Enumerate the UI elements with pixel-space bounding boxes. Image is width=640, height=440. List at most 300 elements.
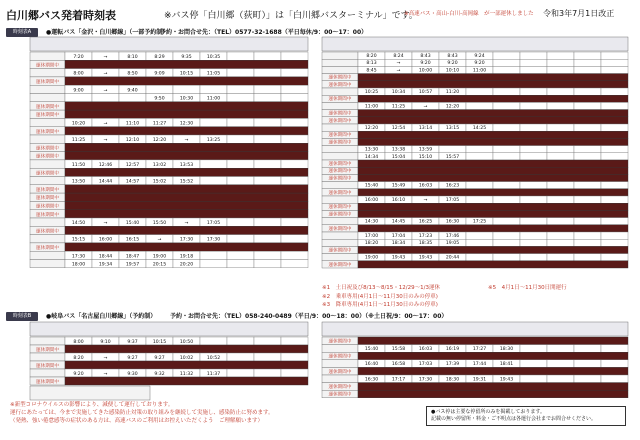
time-cell	[466, 102, 493, 109]
time-cell	[601, 146, 628, 153]
time-cell	[493, 239, 520, 246]
time-cell	[227, 251, 254, 259]
time-cell	[520, 66, 547, 73]
time-value: 16:25	[418, 219, 433, 225]
row-label: 運休期間中	[36, 204, 59, 210]
time-value: →	[103, 355, 108, 361]
time-value: 17:00	[364, 234, 379, 239]
row-label: 運休期間中	[36, 229, 59, 235]
time-cell	[520, 102, 547, 109]
time-value: 10:57	[418, 90, 433, 95]
time-cell	[254, 160, 281, 168]
suspended-row	[358, 131, 628, 138]
time-value: 15:52	[179, 179, 194, 185]
row-label-cell	[30, 94, 65, 102]
row-label-cell	[322, 360, 358, 368]
row-label-cell	[322, 146, 358, 153]
time-value: 9:10	[100, 339, 111, 345]
covid-notice-line-1: ※新型コロナウイルスの影響により、減便して運行しております。	[10, 402, 174, 408]
suspended-row	[65, 193, 308, 201]
time-value: 17:39	[445, 362, 460, 368]
time-value: 13:02	[152, 163, 167, 168]
time-cell	[254, 177, 281, 185]
time-cell	[520, 124, 547, 131]
time-value: 11:25	[391, 104, 406, 110]
legend-2: ※2 乗車専用(4月1日～11月30日のみの停車)	[322, 294, 438, 300]
time-value: 9:00	[73, 88, 84, 94]
row-label-cell	[322, 182, 358, 189]
suspended-row	[65, 110, 308, 118]
time-cell	[574, 52, 601, 59]
suspended-row	[65, 361, 308, 369]
time-value: 10:02	[179, 355, 194, 361]
time-value: 17:17	[391, 377, 406, 383]
row-label: 運休期間中	[36, 154, 59, 160]
time-cell	[281, 69, 308, 77]
time-cell	[227, 160, 254, 168]
time-cell	[520, 239, 547, 246]
time-value: 14:50	[71, 221, 86, 227]
row-label: 運休期間中	[328, 212, 352, 218]
time-cell	[574, 102, 601, 109]
time-cell	[520, 360, 547, 368]
time-cell	[281, 135, 308, 143]
time-value: 19:31	[472, 377, 487, 383]
time-cell	[227, 135, 254, 143]
row-label: 運休期間中	[36, 347, 59, 353]
time-cell	[601, 66, 628, 73]
time-cell	[547, 375, 574, 383]
time-cell	[493, 124, 520, 131]
time-value: 15:40	[364, 347, 379, 352]
suspended-row	[65, 60, 308, 68]
time-cell	[146, 85, 173, 93]
time-value: 15:02	[152, 179, 167, 185]
row-label: 運休期間中	[36, 104, 59, 110]
row-label: 運休期間中	[328, 82, 352, 88]
time-value: 18:35	[418, 241, 433, 247]
time-value: 14:34	[364, 154, 379, 160]
time-cell	[493, 88, 520, 95]
suspended-row	[65, 377, 308, 385]
time-cell	[520, 146, 547, 153]
suspended-row	[358, 337, 628, 345]
time-cell	[547, 59, 574, 66]
suspended-row	[65, 152, 308, 160]
time-value: 14:44	[98, 179, 113, 185]
time-value: 13:50	[71, 179, 86, 185]
time-value: →	[423, 198, 428, 203]
time-cell	[547, 102, 574, 109]
row-label-cell	[322, 52, 358, 59]
row-label-cell	[322, 239, 358, 246]
time-cell	[601, 345, 628, 353]
time-cell	[173, 85, 200, 93]
time-value: 11:37	[206, 371, 221, 377]
time-value: →	[103, 121, 108, 127]
legend-1: ※1 土日祝及び8/13～8/15・12/29～1/3運休	[322, 285, 441, 291]
time-cell	[574, 59, 601, 66]
time-cell	[547, 88, 574, 95]
time-cell	[281, 85, 308, 93]
time-cell	[547, 360, 574, 368]
time-value: 18:41	[499, 362, 514, 368]
time-value: 8:13	[366, 61, 377, 67]
time-cell	[574, 218, 601, 225]
time-value: 17:44	[472, 362, 487, 368]
time-cell	[601, 218, 628, 225]
row-label: 運休期間中	[328, 97, 352, 103]
time-value: 9:27	[154, 355, 165, 361]
row-label: 運休期間中	[36, 63, 59, 69]
time-cell	[547, 66, 574, 73]
time-value: 8:20	[73, 355, 84, 361]
time-value: 19:43	[391, 255, 406, 261]
time-cell	[520, 254, 547, 261]
time-value: 13:38	[391, 147, 406, 153]
time-cell	[65, 94, 92, 102]
time-cell	[227, 260, 254, 268]
time-cell	[227, 177, 254, 185]
suspended-row	[358, 367, 628, 375]
time-cell	[574, 153, 601, 160]
time-cell	[281, 160, 308, 168]
time-value: 16:00	[364, 198, 379, 203]
time-cell	[601, 124, 628, 131]
time-value: 16:00	[98, 237, 113, 243]
time-value: 11:00	[364, 104, 379, 110]
time-cell	[601, 88, 628, 95]
time-value: 17:30	[418, 377, 433, 383]
time-cell	[200, 251, 227, 259]
time-cell	[466, 88, 493, 95]
row-label: 運休期間中	[36, 113, 59, 119]
row-label-cell	[30, 160, 65, 168]
time-value: 19:05	[445, 241, 460, 247]
time-cell	[254, 337, 281, 345]
time-value: 11:25	[71, 138, 86, 144]
time-cell	[547, 218, 574, 225]
suspended-row	[358, 261, 628, 268]
time-value: 15:57	[445, 154, 460, 160]
time-cell	[601, 59, 628, 66]
time-cell	[466, 146, 493, 153]
suspended-row	[358, 138, 628, 145]
time-value: 17:46	[445, 234, 460, 239]
time-value: 16:10	[391, 198, 406, 203]
time-value: 20:44	[445, 255, 460, 261]
row-label-cell	[322, 102, 358, 109]
time-value: 14:30	[364, 219, 379, 225]
time-value: 8:00	[73, 339, 84, 345]
time-value: →	[103, 55, 108, 61]
row-label-cell	[30, 369, 65, 377]
row-label: 運休期間中	[328, 140, 352, 146]
time-value: 9:20	[420, 61, 431, 67]
time-value: 13:25	[206, 138, 221, 144]
time-value: 11:00	[472, 68, 487, 74]
time-cell	[601, 232, 628, 239]
time-cell	[281, 52, 308, 60]
time-cell	[200, 337, 227, 345]
row-label-cell	[322, 196, 358, 203]
time-cell	[439, 146, 466, 153]
suspended-row	[358, 117, 628, 124]
time-cell	[520, 153, 547, 160]
row-label-cell	[30, 353, 65, 361]
time-cell	[200, 260, 227, 268]
row-label: 運休期間中	[328, 226, 352, 232]
row-label: 運休期間中	[328, 190, 352, 196]
time-cell	[466, 153, 493, 160]
time-value: 10:15	[179, 71, 194, 77]
time-value: 15:40	[125, 221, 140, 227]
time-value: 17:05	[445, 198, 460, 203]
time-value: 16:23	[445, 183, 460, 189]
suspended-row	[358, 95, 628, 102]
time-value: 8:00	[73, 71, 84, 77]
time-value: 9:37	[127, 339, 138, 345]
row-label: 運休期間中	[328, 354, 352, 360]
time-value: 14:57	[125, 179, 140, 185]
time-cell	[493, 52, 520, 59]
time-value: 11:00	[206, 96, 221, 102]
row-label-cell	[30, 260, 65, 268]
stop-info-box	[426, 406, 626, 426]
time-cell	[227, 353, 254, 361]
time-cell	[281, 369, 308, 377]
time-cell	[493, 102, 520, 109]
time-cell	[547, 232, 574, 239]
suspended-row	[65, 243, 308, 251]
row-label-cell	[30, 235, 65, 243]
section-a-route: ●運転バス「金沢・白川郷線」（一部予約制）	[46, 29, 169, 36]
suspended-row	[65, 201, 308, 209]
section-b-contact: 予約・お問合せ先：（TEL）058-240-0489（平日/9：00～18：00）（※土日祝/9：00～17：00）	[170, 313, 448, 320]
time-cell	[520, 59, 547, 66]
time-cell	[227, 118, 254, 126]
time-value: 16:19	[445, 347, 460, 352]
time-value: 11:32	[179, 371, 194, 377]
time-cell	[493, 254, 520, 261]
time-cell	[254, 69, 281, 77]
legend-5: ※5 4月1日～11月30日開運行	[488, 285, 567, 291]
time-value: 9:30	[127, 371, 138, 377]
time-value: 10:50	[179, 339, 194, 345]
time-value: 9:20	[73, 371, 84, 377]
time-value: →	[103, 221, 108, 227]
time-cell	[493, 196, 520, 203]
time-value: 11:10	[125, 121, 140, 127]
time-cell	[574, 146, 601, 153]
time-cell	[547, 124, 574, 131]
table-a-left-header	[30, 37, 308, 51]
time-value: 11:20	[445, 90, 460, 95]
row-label: 運休期間中	[328, 205, 352, 211]
suspended-row	[358, 174, 628, 181]
row-label: 運休期間中	[328, 369, 352, 375]
time-cell	[254, 251, 281, 259]
time-cell	[601, 239, 628, 246]
time-value: →	[396, 61, 401, 67]
time-value: 17:25	[472, 219, 487, 225]
suspended-row	[358, 189, 628, 196]
suspended-row	[358, 352, 628, 360]
row-label: 運休期間中	[328, 385, 352, 390]
time-value: 17:03	[418, 362, 433, 368]
time-cell	[281, 118, 308, 126]
time-cell	[493, 153, 520, 160]
time-cell	[574, 88, 601, 95]
time-cell	[574, 360, 601, 368]
time-value: 16:30	[445, 219, 460, 225]
time-cell	[254, 218, 281, 226]
time-value: 8:45	[366, 68, 377, 74]
time-value: 18:30	[445, 377, 460, 383]
time-value: 10:15	[152, 339, 167, 345]
time-value: 13:14	[418, 126, 433, 131]
time-cell	[281, 337, 308, 345]
time-value: 14:45	[391, 219, 406, 225]
time-cell	[227, 235, 254, 243]
time-value: 16:30	[364, 377, 379, 383]
time-value: 16:03	[418, 347, 433, 352]
time-cell	[92, 94, 119, 102]
legend-3: ※3 降車専用(4月1日～11月30日のみの停車)	[322, 302, 438, 308]
row-label: 運休期間中	[36, 80, 59, 85]
row-label-cell	[322, 153, 358, 160]
time-cell	[254, 52, 281, 60]
time-value: 12:20	[364, 126, 379, 131]
fare-table	[30, 386, 150, 400]
row-label: 運休期間中	[328, 392, 352, 398]
suspended-row	[65, 127, 308, 135]
time-value: 15:04	[391, 154, 406, 160]
time-cell	[466, 232, 493, 239]
time-cell	[281, 251, 308, 259]
time-cell	[227, 369, 254, 377]
row-label-cell	[30, 218, 65, 226]
time-value: 10:20	[71, 121, 86, 127]
suspended-row	[65, 102, 308, 110]
time-value: 8:43	[447, 54, 458, 59]
time-value: 19:18	[179, 254, 194, 260]
time-value: 10:35	[206, 55, 221, 61]
time-value: 9:09	[154, 71, 165, 77]
suspended-row	[358, 383, 628, 391]
time-cell	[601, 254, 628, 261]
time-value: 9:20	[447, 61, 458, 67]
time-value: 8:50	[127, 71, 138, 77]
time-value: 10:52	[206, 355, 221, 361]
time-cell	[547, 239, 574, 246]
row-label-cell	[30, 118, 65, 126]
time-cell	[493, 218, 520, 225]
time-value: 20:15	[152, 262, 167, 268]
time-cell	[601, 153, 628, 160]
table-a-right-header	[322, 37, 628, 51]
time-cell	[520, 345, 547, 353]
time-value: →	[396, 68, 401, 74]
time-cell	[281, 94, 308, 102]
row-label-cell	[322, 59, 358, 66]
time-value: 9:32	[154, 371, 165, 377]
time-value: 15:50	[152, 221, 167, 227]
time-value: 19:57	[125, 262, 140, 268]
row-label: 運休期間中	[36, 187, 59, 193]
row-label-cell	[322, 66, 358, 73]
time-cell	[547, 146, 574, 153]
row-label: 運休期間中	[328, 111, 352, 117]
time-cell	[574, 345, 601, 353]
time-value: 11:27	[152, 121, 167, 127]
time-cell	[254, 135, 281, 143]
service-warning: ※高速バス・高山-白川-高岡線 が一部運休しました	[404, 11, 534, 17]
row-label: 運休期間中	[36, 129, 59, 135]
time-cell	[227, 69, 254, 77]
time-cell	[574, 375, 601, 383]
time-value: 19:00	[364, 255, 379, 261]
time-value: 17:30	[179, 237, 194, 243]
suspended-row	[65, 143, 308, 151]
suspended-row	[65, 226, 308, 234]
time-value: 11:50	[71, 163, 86, 168]
row-label-cell	[30, 85, 65, 93]
suspended-row	[358, 74, 628, 81]
suspended-row	[358, 390, 628, 398]
time-cell	[493, 66, 520, 73]
time-value: 13:30	[364, 147, 379, 153]
time-cell	[254, 85, 281, 93]
time-value: 8:20	[366, 54, 377, 59]
time-value: 11:05	[206, 71, 221, 77]
time-value: 12:20	[152, 138, 167, 144]
time-value: 13:15	[445, 126, 460, 131]
time-value: 18:47	[125, 254, 140, 260]
time-value: 10:34	[391, 90, 406, 95]
section-b-label: 時刻表B	[6, 312, 38, 321]
covid-notice-line-2: 運行にあたっては、今まで実施してきた感染防止対策の取り組みを継続して実施し、感染防止に努めます。	[10, 410, 274, 416]
time-cell	[601, 102, 628, 109]
time-value: 8:24	[393, 54, 404, 59]
time-cell	[227, 85, 254, 93]
time-value: 13:53	[179, 163, 194, 168]
time-cell	[119, 94, 146, 102]
time-cell	[466, 239, 493, 246]
time-cell	[254, 94, 281, 102]
time-value: 10:25	[364, 90, 379, 95]
time-value: 20:20	[179, 262, 194, 268]
row-label: 運休期間中	[36, 196, 59, 202]
time-cell	[254, 369, 281, 377]
row-label: 運休期間中	[328, 176, 352, 182]
time-value: 7:20	[73, 55, 84, 61]
time-cell	[493, 146, 520, 153]
time-value: →	[184, 221, 189, 227]
time-cell	[520, 182, 547, 189]
covid-notice-line-3: （発熱、強い倦怠感等の症状のある方は、高速バスのご利用はお控えいただくよう ご理解願います）	[10, 418, 264, 424]
time-cell	[493, 182, 520, 189]
covid-notice	[10, 401, 370, 425]
row-label: 運休期間中	[328, 262, 352, 268]
time-cell	[547, 196, 574, 203]
time-cell	[574, 66, 601, 73]
time-cell	[200, 118, 227, 126]
row-label: 運休期間中	[36, 146, 59, 152]
suspended-row	[358, 160, 628, 167]
row-label-cell	[30, 177, 65, 185]
time-cell	[547, 153, 574, 160]
